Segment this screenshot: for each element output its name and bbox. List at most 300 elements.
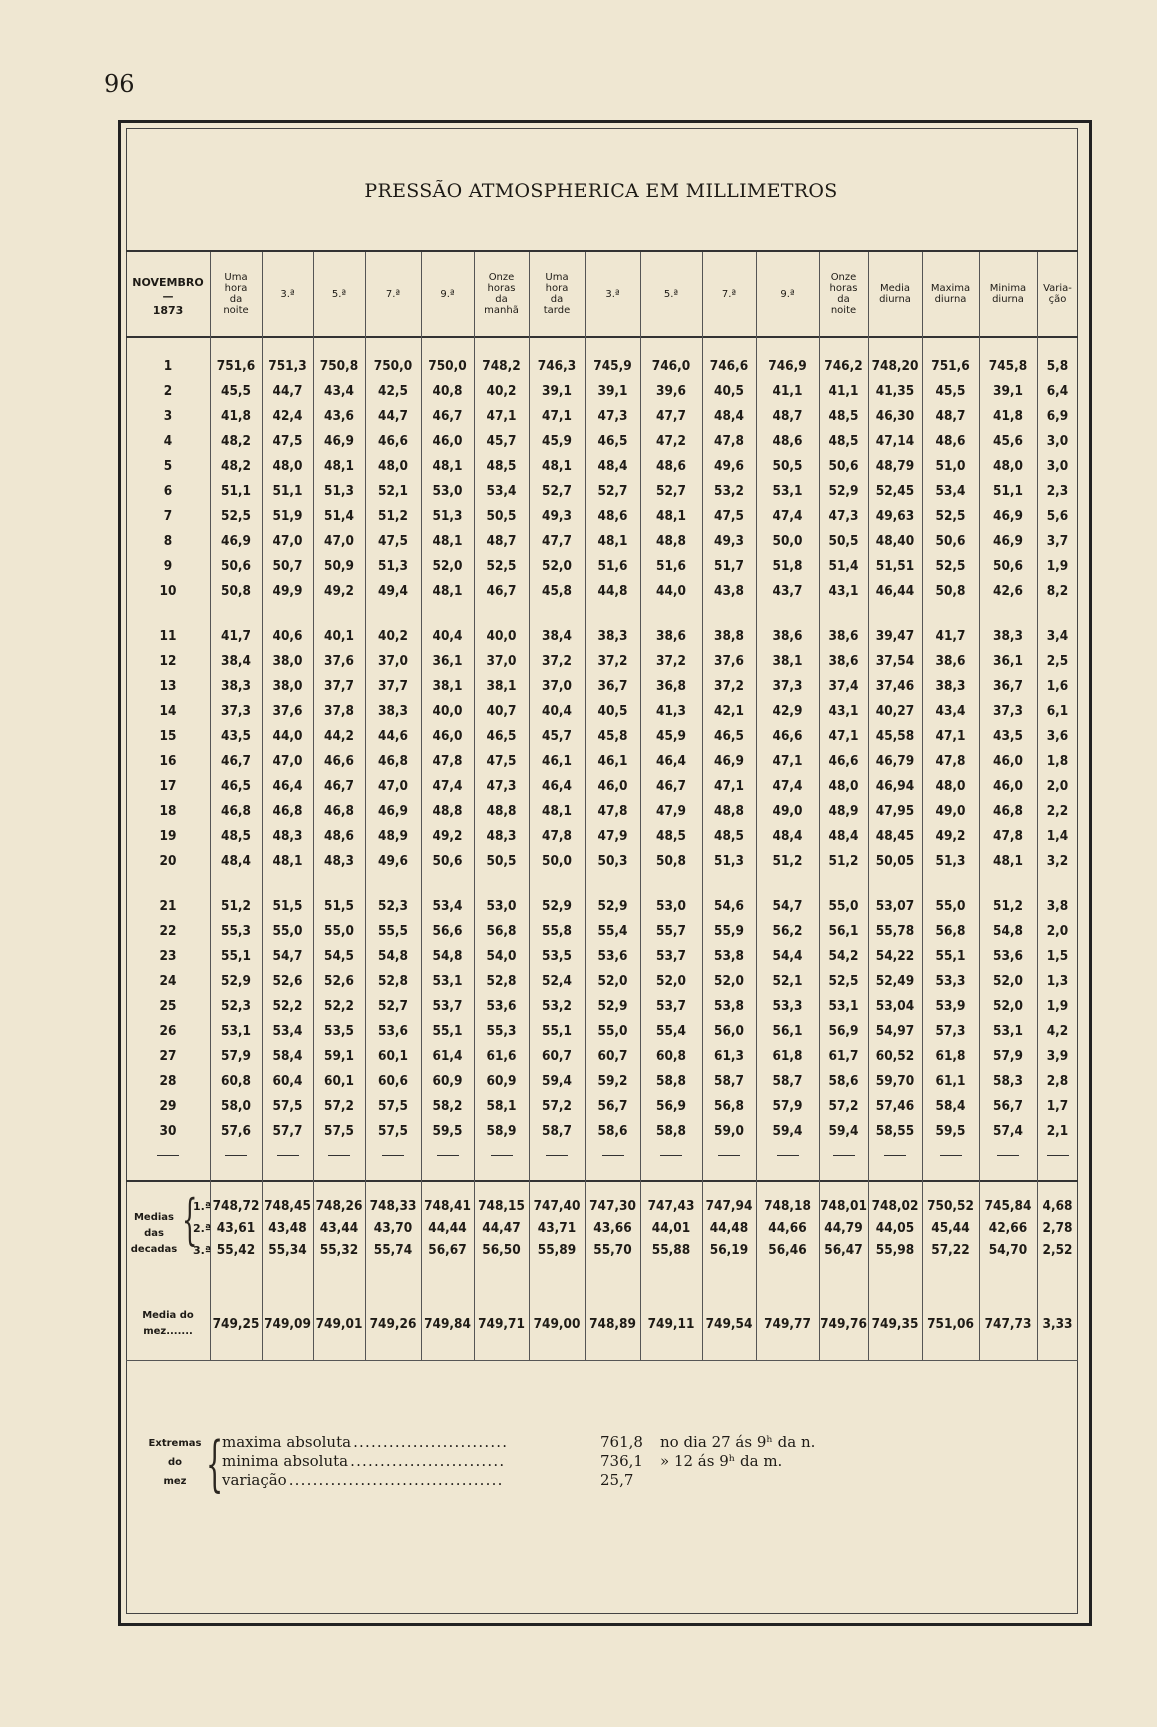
table-cell: 58,4: [935, 1098, 966, 1114]
table-cell: 53,6: [486, 998, 517, 1014]
month-mean-cell: 749,25: [212, 1316, 260, 1332]
dash-mark: [1047, 1155, 1069, 1156]
table-cell: 52,1: [772, 973, 803, 989]
table-cell: 48,7: [935, 408, 966, 424]
day-number: 3: [163, 408, 173, 424]
table-cell: 51,2: [772, 853, 803, 869]
table-cell: 49,6: [714, 458, 744, 474]
table-cell: 745,9: [593, 358, 632, 374]
header-word: noite: [223, 305, 249, 316]
table-cell: 57,5: [378, 1123, 408, 1139]
table-cell: 51,4: [828, 558, 859, 574]
table-cell: 51,6: [656, 558, 686, 574]
table-cell: 53,1: [828, 998, 859, 1014]
table-cell: 61,8: [935, 1048, 966, 1064]
table-cell: 54,22: [875, 948, 915, 964]
table-cell: 3,9: [1046, 1048, 1069, 1064]
day-number: 15: [159, 728, 177, 744]
day-number: 18: [159, 803, 177, 819]
table-cell: 53,1: [772, 483, 803, 499]
table-cell: 57,3: [935, 1023, 966, 1039]
table-cell: 55,0: [828, 898, 859, 914]
decade-mean-cell: 44,47: [482, 1220, 521, 1236]
table-cell: 48,8: [656, 533, 686, 549]
decade-mean-cell: 55,89: [537, 1242, 577, 1258]
table-cell: 48,4: [221, 853, 251, 869]
table-cell: 55,3: [486, 1023, 517, 1039]
table-cell: 48,5: [221, 828, 251, 844]
table-cell: 43,5: [221, 728, 251, 744]
table-cell: 48,6: [597, 508, 628, 524]
header-word: diurna: [879, 294, 911, 305]
day-number: 8: [163, 533, 173, 549]
table-cell: 48,1: [656, 508, 686, 524]
month-mean-cell: 749,09: [264, 1316, 311, 1332]
table-cell: 56,1: [828, 923, 859, 939]
table-cell: 46,7: [432, 408, 463, 424]
table-cell: 38,3: [221, 678, 251, 694]
table-cell: 41,1: [772, 383, 803, 399]
table-cell: 55,0: [935, 898, 966, 914]
header-col-label: [979, 283, 1037, 305]
header-dash: —: [162, 290, 174, 303]
decade-mean-cell: 43,66: [593, 1220, 632, 1236]
header-month: NOVEMBRO: [132, 276, 204, 289]
decade-means-label-2: das: [144, 1228, 164, 1239]
table-cell: 38,1: [432, 678, 463, 694]
table-cell: 51,5: [324, 898, 354, 914]
table-cell: 52,0: [542, 558, 572, 574]
table-cell: 48,1: [993, 853, 1023, 869]
day-number: 1: [163, 358, 173, 374]
day-number: 26: [159, 1023, 177, 1039]
table-cell: 48,40: [875, 533, 915, 549]
table-cell: 55,0: [597, 1023, 628, 1039]
table-cell: 38,0: [272, 653, 303, 669]
table-cell: 48,8: [486, 803, 517, 819]
day-number: 25: [159, 998, 177, 1014]
table-cell: 37,7: [378, 678, 408, 694]
table-cell: 53,7: [656, 998, 686, 1014]
table-cell: 60,6: [378, 1073, 408, 1089]
table-cell: 52,2: [324, 998, 354, 1014]
table-cell: 54,8: [993, 923, 1023, 939]
table-cell: 52,5: [935, 558, 966, 574]
header-word: Onze: [830, 272, 857, 283]
table-cell: 47,3: [828, 508, 859, 524]
table-cell: 46,0: [432, 433, 463, 449]
table-cell: 6,4: [1046, 383, 1069, 399]
table-cell: 37,3: [993, 703, 1023, 719]
table-cell: 39,47: [875, 628, 915, 644]
table-cell: 38,4: [221, 653, 251, 669]
decade-mean-cell: 55,42: [216, 1242, 256, 1258]
table-cell: 46,8: [221, 803, 251, 819]
table-cell: 40,7: [486, 703, 517, 719]
table-cell: 45,58: [875, 728, 915, 744]
table-cell: 43,1: [828, 703, 859, 719]
table-cell: 55,1: [542, 1023, 572, 1039]
decade-ordinal: 1.ª: [193, 1200, 212, 1213]
decade-mean-cell: 56,47: [824, 1242, 863, 1258]
table-cell: 50,5: [772, 458, 803, 474]
decade-ordinal: 3.ª: [193, 1244, 212, 1257]
table-cell: 46,9: [714, 753, 744, 769]
table-cell: 55,8: [542, 923, 572, 939]
day-number: 16: [159, 753, 177, 769]
table-cell: 56,9: [656, 1098, 686, 1114]
decade-means-label-3: decadas: [130, 1244, 178, 1255]
day-number: 2: [163, 383, 173, 399]
table-cell: 45,8: [597, 728, 628, 744]
day-number: 13: [159, 678, 177, 694]
table-cell: 51,3: [324, 483, 354, 499]
table-cell: 746,2: [824, 358, 863, 374]
table-cell: 36,7: [597, 678, 628, 694]
table-cell: 38,1: [772, 653, 803, 669]
table-cell: 53,7: [432, 998, 463, 1014]
table-cell: 38,3: [378, 703, 408, 719]
table-cell: 51,7: [714, 558, 744, 574]
table-cell: 47,3: [486, 778, 517, 794]
table-cell: 48,1: [432, 458, 463, 474]
table-cell: 4,2: [1046, 1023, 1069, 1039]
table-cell: 48,8: [432, 803, 463, 819]
table-cell: 48,9: [828, 803, 859, 819]
table-cell: 58,55: [875, 1123, 915, 1139]
table-cell: 53,9: [935, 998, 966, 1014]
table-cell: 52,3: [221, 998, 251, 1014]
table-cell: 50,7: [272, 558, 303, 574]
header-col-label: 9.ª: [440, 288, 455, 300]
table-cell: 45,8: [542, 583, 572, 599]
table-cell: 46,4: [656, 753, 686, 769]
table-cell: 40,2: [378, 628, 408, 644]
table-cell: 40,8: [432, 383, 463, 399]
header-col-label: [474, 272, 529, 316]
table-cell: 51,3: [714, 853, 744, 869]
table-cell: 38,6: [935, 653, 966, 669]
header-word: da: [550, 294, 564, 305]
table-cell: 55,1: [432, 1023, 463, 1039]
table-cell: 1,7: [1046, 1098, 1069, 1114]
decade-mean-cell: 4,68: [1042, 1198, 1073, 1214]
table-cell: 60,52: [875, 1048, 915, 1064]
table-cell: 751,3: [268, 358, 307, 374]
month-mean-cell: 749,77: [764, 1316, 811, 1332]
header-col-label: 3.ª: [280, 288, 295, 300]
extreme-value: 25,7: [600, 1471, 634, 1489]
decade-brace: {: [182, 1188, 198, 1251]
table-cell: 52,8: [378, 973, 408, 989]
table-cell: 3,2: [1046, 853, 1069, 869]
table-cell: 46,0: [597, 778, 628, 794]
rule-above-header: [126, 250, 1078, 252]
table-cell: 60,9: [432, 1073, 463, 1089]
table-cell: 48,6: [935, 433, 966, 449]
table-cell: 48,0: [378, 458, 408, 474]
decade-mean-cell: 55,74: [373, 1242, 413, 1258]
table-cell: 57,2: [324, 1098, 354, 1114]
table-cell: 53,7: [656, 948, 686, 964]
table-cell: 46,0: [993, 753, 1023, 769]
table-cell: 47,0: [272, 753, 303, 769]
decade-mean-cell: 55,70: [593, 1242, 632, 1258]
table-cell: 48,4: [714, 408, 744, 424]
table-cell: 52,8: [486, 973, 517, 989]
month-mean-cell: 749,11: [647, 1316, 695, 1332]
dash-mark: [546, 1155, 568, 1156]
table-cell: 39,6: [656, 383, 686, 399]
header-col-label: [819, 272, 868, 316]
extreme-dots: ..........................: [350, 1452, 506, 1470]
header-col-label: 5.ª: [663, 288, 679, 300]
table-cell: 46,9: [993, 533, 1023, 549]
table-cell: 746,0: [651, 358, 691, 374]
decade-mean-cell: 747,94: [705, 1198, 753, 1214]
table-cell: 746,3: [537, 358, 577, 374]
table-cell: 52,5: [486, 558, 517, 574]
table-cell: 43,4: [935, 703, 966, 719]
day-number: 23: [159, 948, 177, 964]
table-cell: 6,1: [1046, 703, 1069, 719]
table-cell: 43,8: [714, 583, 744, 599]
table-cell: 750,0: [373, 358, 413, 374]
day-number: 6: [163, 483, 173, 499]
table-cell: 53,8: [714, 948, 744, 964]
table-cell: 58,7: [772, 1073, 803, 1089]
month-mean-cell: 747,73: [984, 1316, 1032, 1332]
table-cell: 6,9: [1046, 408, 1069, 424]
decade-mean-cell: 56,46: [768, 1242, 807, 1258]
table-cell: 39,1: [597, 383, 628, 399]
table-cell: 47,0: [324, 533, 354, 549]
table-cell: 42,4: [272, 408, 303, 424]
header-word: hora: [224, 283, 248, 294]
table-cell: 51,1: [272, 483, 303, 499]
table-cell: 53,4: [486, 483, 517, 499]
decade-mean-cell: 2,78: [1042, 1220, 1073, 1236]
table-cell: 50,6: [432, 853, 463, 869]
table-cell: 52,9: [221, 973, 251, 989]
decade-means-label-1: Medias: [133, 1212, 175, 1223]
table-cell: 49,3: [714, 533, 744, 549]
table-cell: 50,5: [486, 508, 517, 524]
table-cell: 52,7: [656, 483, 686, 499]
header-word: Uma: [545, 272, 569, 283]
table-cell: 46,5: [714, 728, 744, 744]
dash-mark: [940, 1155, 962, 1156]
table-cell: 47,7: [656, 408, 686, 424]
month-mean-label: [126, 1308, 210, 1340]
table-cell: 48,1: [272, 853, 303, 869]
table-cell: 53,4: [432, 898, 463, 914]
table-cell: 48,3: [324, 853, 354, 869]
month-mean-cell: 749,01: [315, 1316, 363, 1332]
table-cell: 47,4: [772, 778, 803, 794]
decade-mean-cell: 748,15: [478, 1198, 525, 1214]
header-word: noite: [830, 305, 857, 316]
decade-mean-cell: 747,43: [647, 1198, 695, 1214]
table-cell: 57,7: [272, 1123, 303, 1139]
decade-mean-cell: 748,72: [212, 1198, 260, 1214]
table-cell: 3,6: [1046, 728, 1069, 744]
table-cell: 44,7: [272, 383, 303, 399]
table-cell: 3,7: [1046, 533, 1069, 549]
header-col-label: [1037, 283, 1078, 305]
day-number: 22: [159, 923, 177, 939]
decade-mean-cell: 56,67: [428, 1242, 467, 1258]
table-cell: 58,6: [597, 1123, 628, 1139]
table-cell: 56,8: [935, 923, 966, 939]
table-cell: 49,9: [272, 583, 303, 599]
table-cell: 56,6: [432, 923, 463, 939]
extreme-dots: ....................................: [288, 1471, 504, 1489]
table-cell: 48,3: [486, 828, 517, 844]
table-cell: 40,0: [432, 703, 463, 719]
table-cell: 57,4: [993, 1123, 1023, 1139]
table-cell: 52,0: [432, 558, 463, 574]
header-word: Uma: [224, 272, 248, 283]
table-cell: 48,1: [597, 533, 628, 549]
decade-mean-cell: 2,52: [1042, 1242, 1073, 1258]
table-cell: 54,0: [486, 948, 517, 964]
header-word: Maxima: [930, 283, 971, 294]
table-cell: 1,3: [1046, 973, 1069, 989]
table-cell: 46,0: [993, 778, 1023, 794]
month-mean-label-2: mez.......: [143, 1326, 193, 1337]
table-cell: 42,5: [378, 383, 408, 399]
decade-mean-cell: 750,52: [927, 1198, 974, 1214]
header-col-label: [922, 283, 979, 305]
table-cell: 47,1: [935, 728, 966, 744]
day-number: 7: [163, 508, 173, 524]
rule-below-header: [126, 336, 1078, 338]
month-mean-cell: 749,71: [478, 1316, 525, 1332]
table-cell: 52,9: [597, 898, 628, 914]
table-cell: 50,8: [221, 583, 251, 599]
extreme-detail: » 12 ás 9ʰ da m.: [660, 1452, 783, 1470]
header-col-label: 7.ª: [385, 288, 401, 300]
table-title: PRESSÃO ATMOSPHERICA EM MILLIMETROS: [364, 180, 838, 202]
table-cell: 54,7: [272, 948, 303, 964]
decade-mean-cell: 56,50: [482, 1242, 521, 1258]
table-cell: 47,8: [432, 753, 463, 769]
extreme-label: maxima absoluta: [222, 1433, 352, 1451]
table-cell: 53,0: [432, 483, 463, 499]
decade-mean-cell: 748,45: [264, 1198, 311, 1214]
table-cell: 58,1: [486, 1098, 517, 1114]
table-cell: 55,1: [935, 948, 966, 964]
decade-mean-cell: 55,32: [319, 1242, 359, 1258]
table-cell: 57,6: [221, 1123, 251, 1139]
table-cell: 46,9: [378, 803, 408, 819]
table-cell: 58,3: [993, 1073, 1023, 1089]
table-cell: 46,4: [542, 778, 572, 794]
header-word: Minima: [989, 283, 1027, 294]
table-cell: 42,6: [993, 583, 1023, 599]
decade-mean-cell: 45,44: [931, 1220, 970, 1236]
table-cell: 1,8: [1046, 753, 1069, 769]
table-cell: 48,4: [772, 828, 803, 844]
table-cell: 48,0: [828, 778, 859, 794]
table-cell: 37,2: [542, 653, 572, 669]
header-word: horas: [487, 283, 516, 294]
table-cell: 745,8: [988, 358, 1028, 374]
table-cell: 47,9: [656, 803, 686, 819]
table-cell: 52,6: [324, 973, 354, 989]
table-cell: 52,4: [542, 973, 572, 989]
decade-ordinal: 2.ª: [193, 1222, 212, 1235]
dash-mark: [833, 1155, 855, 1156]
decade-mean-cell: 44,05: [875, 1220, 915, 1236]
table-cell: 54,2: [828, 948, 859, 964]
table-cell: 60,9: [486, 1073, 517, 1089]
table-cell: 38,6: [656, 628, 686, 644]
table-cell: 48,1: [324, 458, 354, 474]
month-mean-cell: 751,06: [927, 1316, 974, 1332]
table-cell: 46,5: [486, 728, 517, 744]
table-cell: 57,46: [875, 1098, 915, 1114]
table-cell: 61,1: [935, 1073, 966, 1089]
table-cell: 51,1: [221, 483, 251, 499]
table-cell: 47,5: [714, 508, 744, 524]
decade-mean-cell: 56,19: [709, 1242, 749, 1258]
table-cell: 52,9: [828, 483, 859, 499]
day-number: 14: [159, 703, 177, 719]
table-cell: 48,1: [432, 583, 463, 599]
day-number: 9: [163, 558, 173, 574]
table-cell: 47,8: [714, 433, 744, 449]
decade-mean-cell: 748,01: [820, 1198, 867, 1214]
table-cell: 52,49: [875, 973, 915, 989]
table-cell: 60,7: [597, 1048, 628, 1064]
table-cell: 46,94: [875, 778, 915, 794]
table-cell: 46,6: [378, 433, 408, 449]
extreme-dots: ..........................: [353, 1433, 509, 1451]
table-cell: 38,8: [714, 628, 744, 644]
extremes-label: [140, 1434, 210, 1491]
rule-below-month-mean: [126, 1360, 1078, 1361]
table-cell: 45,7: [542, 728, 572, 744]
dash-mark: [225, 1155, 247, 1156]
table-cell: 56,1: [772, 1023, 803, 1039]
header-col-label: [868, 283, 922, 305]
table-cell: 40,0: [486, 628, 517, 644]
decade-mean-cell: 748,41: [424, 1198, 471, 1214]
header-col-label: 3.ª: [605, 288, 620, 300]
decade-mean-cell: 44,48: [709, 1220, 749, 1236]
table-cell: 47,1: [542, 408, 572, 424]
table-cell: 47,95: [875, 803, 915, 819]
table-cell: 58,7: [542, 1123, 572, 1139]
table-cell: 47,1: [772, 753, 803, 769]
table-cell: 41,35: [875, 383, 915, 399]
table-cell: 751,6: [216, 358, 256, 374]
table-cell: 58,8: [656, 1123, 686, 1139]
rule-above-means: [126, 1180, 1078, 1182]
table-cell: 61,7: [828, 1048, 859, 1064]
table-cell: 55,3: [221, 923, 251, 939]
table-cell: 53,04: [875, 998, 915, 1014]
header-col-label: [529, 272, 585, 316]
table-cell: 48,45: [875, 828, 915, 844]
table-cell: 46,8: [324, 803, 354, 819]
table-cell: 44,7: [378, 408, 408, 424]
decade-mean-cell: 55,98: [875, 1242, 915, 1258]
table-cell: 46,7: [324, 778, 354, 794]
table-cell: 748,20: [871, 358, 919, 374]
